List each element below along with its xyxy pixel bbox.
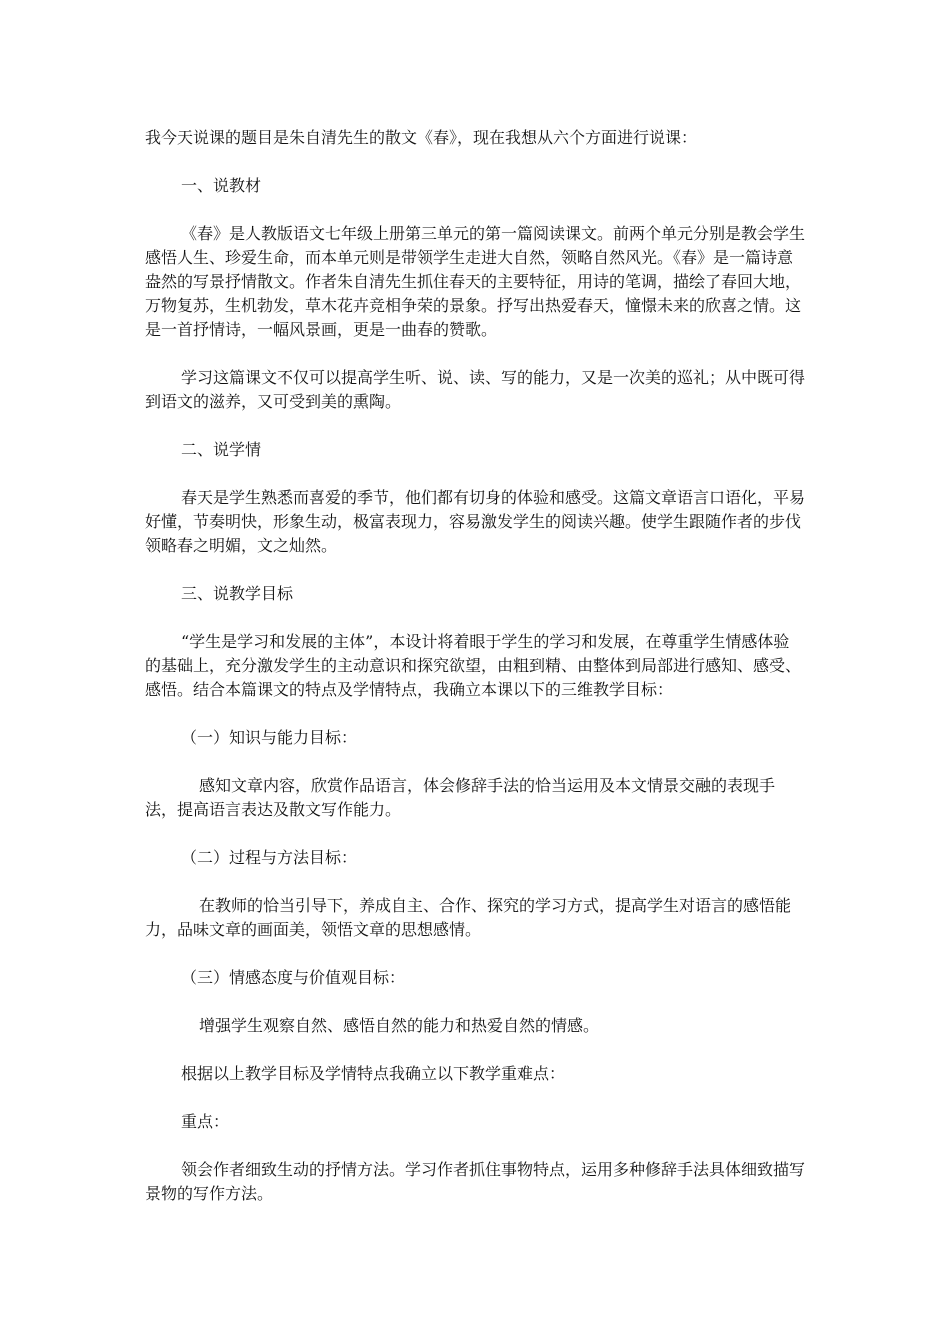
- paragraph-textbook-2: 学习这篇课文不仅可以提高学生听、说、读、写的能力，又是一次美的巡礼；从中既可得到语文的滋养，又可受到美的熏陶。: [145, 368, 806, 411]
- goal-text-knowledge: 感知文章内容，欣赏作品语言，体会修辞手法的恰当运用及本文情景交融的表现手法，提高语言表达及散文写作能力。: [145, 776, 776, 819]
- key-points-text: 领会作者细致生动的抒情方法。学习作者抓住事物特点，运用多种修辞手法具体细致描写景物的写作方法。: [145, 1160, 806, 1203]
- goal-heading-emotion: （三）情感态度与价值观目标：: [181, 968, 406, 987]
- paragraph-students-1: 春天是学生熟悉而喜爱的季节，他们都有切身的体验和感受。这篇文章语言口语化，平易好懂，节奏明快，形象生动，极富表现力，容易激发学生的阅读兴趣。使学生跟随作者的步伐领略春之明媚，文之灿然。: [145, 488, 806, 555]
- section-heading-goals: 三、说教学目标: [181, 584, 294, 603]
- key-points-heading: 重点：: [181, 1112, 230, 1131]
- paragraph-textbook-1: 《春》是人教版语文七年级上册第三单元的第一篇阅读课文。前两个单元分别是教会学生感悟人生、珍爱生命，而本单元则是带领学生走进大自然，领略自然风光。《春》是一篇诗意盎然的写景抒情散文。作者朱自清先生抓住春天的主要特征，用诗的笔调，描绘了春回大地，万物复苏，生机勃发，草木花卉竞相争荣的景象。抒写出热爱春天，憧憬未来的欣喜之情。这是一首抒情诗，一幅风景画，更是一曲春的赞歌。: [145, 224, 806, 339]
- section-heading-textbook: 一、说教材: [181, 176, 262, 195]
- intro-text: 我今天说课的题目是朱自清先生的散文《春》，现在我想从六个方面进行说课：: [145, 128, 698, 147]
- goal-text-process: 在教师的恰当引导下，养成自主、合作、探究的学习方式，提高学生对语言的感悟能力，品味文章的画面美，领悟文章的思想感情。: [145, 896, 792, 939]
- paragraph-goals-1: “学生是学习和发展的主体”，本设计将着眼于学生的学习和发展，在尊重学生情感体验的基础上，充分激发学生的主动意识和探究欲望，由粗到精、由整体到局部进行感知、感受、感悟。结合本篇课文的特点及学情特点，我确立本课以下的三维教学目标：: [145, 632, 802, 699]
- goal-heading-knowledge: （一）知识与能力目标：: [181, 728, 358, 747]
- goal-heading-process: （二）过程与方法目标：: [181, 848, 358, 867]
- goal-text-emotion: 增强学生观察自然、感悟自然的能力和热爱自然的情感。: [199, 1016, 600, 1035]
- key-points-intro: 根据以上教学目标及学情特点我确立以下教学重难点：: [181, 1064, 566, 1083]
- section-heading-students: 二、说学情: [181, 440, 262, 459]
